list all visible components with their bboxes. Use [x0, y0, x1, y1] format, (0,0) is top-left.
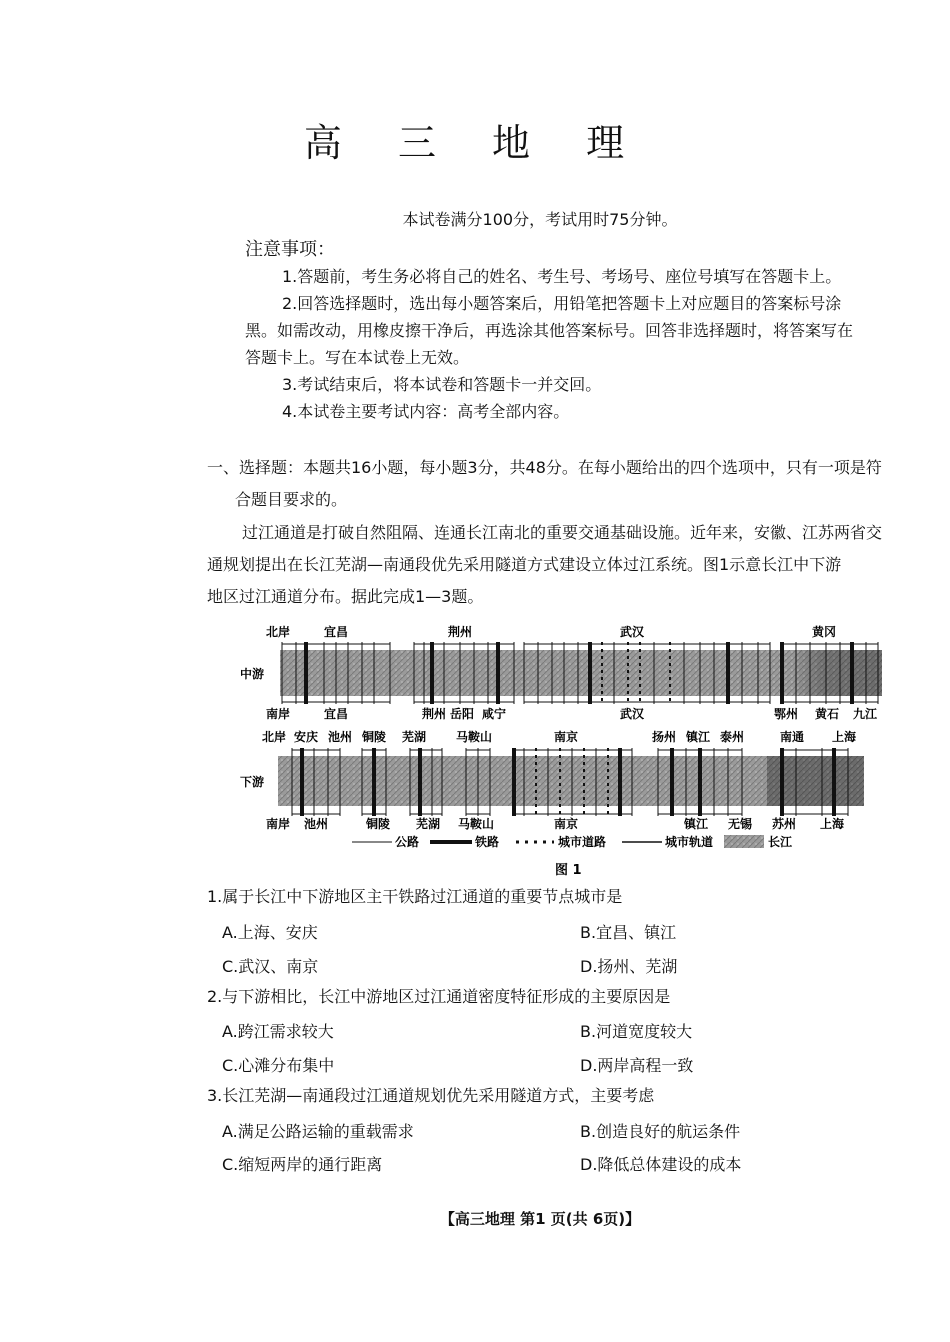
passage-line-1: 过江通道是打破自然阻隔、连通长江南北的重要交通基础设施。近年来，安徽、江苏两省交: [242, 523, 883, 542]
legend-urban-rail: 城市轨道: [665, 835, 714, 849]
section-heading: 一、选择题：本题共16小题，每小题3分，共48分。在每小题给出的四个选项中，只有一项是符: [207, 458, 882, 477]
middle-south-city: 黄石: [815, 707, 840, 721]
notice-line-3: 黑。如需改动，用橡皮擦干净后，再选涂其他答案标号。回答非选择题时，将答案写在: [245, 321, 854, 340]
page-footer: 【高三地理 第1 页(共 6页)】: [439, 1210, 641, 1228]
lower-south-city: 铜陵: [366, 817, 391, 831]
middle-south-city: 宜昌: [324, 707, 349, 721]
exam-info: 本试卷满分100分，考试用时75分钟。: [402, 210, 678, 229]
lower-north-city: 南京: [554, 730, 579, 744]
middle-south-city: 荆州: [422, 707, 447, 721]
lower-north-city: 安庆: [294, 730, 319, 744]
question-3-option-b[interactable]: B.创造良好的航运条件: [580, 1122, 741, 1141]
lower-south-city: 镇江: [684, 817, 709, 831]
question-3-option-c[interactable]: C.缩短两岸的通行距离: [222, 1155, 383, 1174]
middle-north-city: 武汉: [620, 625, 645, 639]
legend-river-swatch: [724, 835, 764, 848]
question-3-stem: 3.长江芜湖—南通段过江通道规划优先采用隧道方式，主要考虑: [207, 1086, 655, 1105]
notice-line-6: 4.本试卷主要考试内容：高考全部内容。: [282, 402, 570, 421]
middle-north-city: 荆州: [448, 625, 473, 639]
legend-road: 公路: [395, 835, 420, 849]
middle-south-city: 武汉: [620, 707, 645, 721]
middle-north-label: 北岸: [266, 625, 291, 639]
lower-south-city: 无锡: [728, 817, 753, 831]
lower-north-city: 马鞍山: [456, 730, 493, 744]
lower-south-city: 苏州: [772, 817, 797, 831]
middle-row-label: 中游: [240, 667, 265, 681]
legend-rail: 铁路: [475, 835, 500, 849]
middle-south-city: 咸宁: [482, 707, 507, 721]
lower-north-city: 上海: [832, 730, 857, 744]
lower-south-label: 南岸: [266, 817, 291, 831]
middle-south-city: 九江: [853, 707, 878, 721]
lower-north-city: 南通: [780, 730, 805, 744]
question-2-stem: 2.与下游相比，长江中游地区过江通道密度特征形成的主要原因是: [207, 987, 671, 1006]
figure-1: [240, 620, 887, 878]
lower-north-city: 扬州: [652, 730, 677, 744]
notice-line-1: 1.答题前，考生务必将自己的姓名、考生号、考场号、座位号填写在答题卡上。: [282, 267, 842, 286]
lower-north-city: 芜湖: [402, 730, 427, 744]
lower-south-city: 上海: [820, 817, 845, 831]
lower-south-city: 池州: [304, 817, 329, 831]
middle-south-city: 岳阳: [450, 707, 475, 721]
figure-caption: 图 1: [555, 863, 582, 878]
notice-heading: 注意事项：: [245, 239, 335, 260]
section-heading-cont: 合题目要求的。: [235, 490, 348, 509]
notice-line-2: 2.回答选择题时，选出每小题答案后，用铅笔把答题卡上对应题目的答案标号涂: [282, 294, 842, 313]
middle-south-city: 鄂州: [774, 707, 799, 721]
question-1-option-d[interactable]: D.扬州、芜湖: [580, 957, 678, 976]
lower-north-label: 北岸: [262, 730, 287, 744]
passage-line-3: 地区过江通道分布。据此完成1—3题。: [207, 587, 484, 606]
question-1-stem: 1.属于长江中下游地区主干铁路过江通道的重要节点城市是: [207, 887, 623, 906]
lower-north-city: 池州: [328, 730, 353, 744]
question-3-option-d[interactable]: D.降低总体建设的成本: [580, 1155, 742, 1174]
lower-row-label: 下游: [240, 775, 265, 789]
lower-south-city: 芜湖: [416, 817, 441, 831]
page-title: 高 三 地 理: [303, 121, 647, 165]
question-2-option-b[interactable]: B.河道宽度较大: [580, 1022, 693, 1041]
question-1-option-a[interactable]: A.上海、安庆: [222, 923, 318, 942]
question-3-option-a[interactable]: A.满足公路运输的重载需求: [222, 1122, 414, 1141]
middle-north-city: 黄冈: [812, 625, 837, 639]
question-2-option-d[interactable]: D.两岸高程一致: [580, 1056, 694, 1075]
middle-south-label: 南岸: [266, 707, 291, 721]
legend: [352, 834, 793, 849]
notice-line-4: 答题卡上。写在本试卷上无效。: [245, 348, 470, 367]
question-1-option-b[interactable]: B.宜昌、镇江: [580, 923, 677, 942]
notice-line-5: 3.考试结束后，将本试卷和答题卡一并交回。: [282, 375, 602, 394]
lower-north-city: 镇江: [686, 730, 711, 744]
lower-north-city: 泰州: [720, 730, 745, 744]
question-2-option-a[interactable]: A.跨江需求较大: [222, 1022, 334, 1041]
lower-north-city: 铜陵: [362, 730, 387, 744]
middle-north-city: 宜昌: [324, 625, 349, 639]
lower-south-city: 马鞍山: [458, 817, 495, 831]
question-1-option-c[interactable]: C.武汉、南京: [222, 957, 319, 976]
lower-south-city: 南京: [554, 817, 579, 831]
question-2-option-c[interactable]: C.心滩分布集中: [222, 1056, 335, 1075]
legend-river: 长江: [768, 835, 793, 849]
passage-line-2: 通规划提出在长江芜湖—南通段优先采用隧道方式建设立体过江系统。图1示意长江中下游: [207, 555, 842, 574]
legend-urban-road: 城市道路: [558, 835, 607, 849]
